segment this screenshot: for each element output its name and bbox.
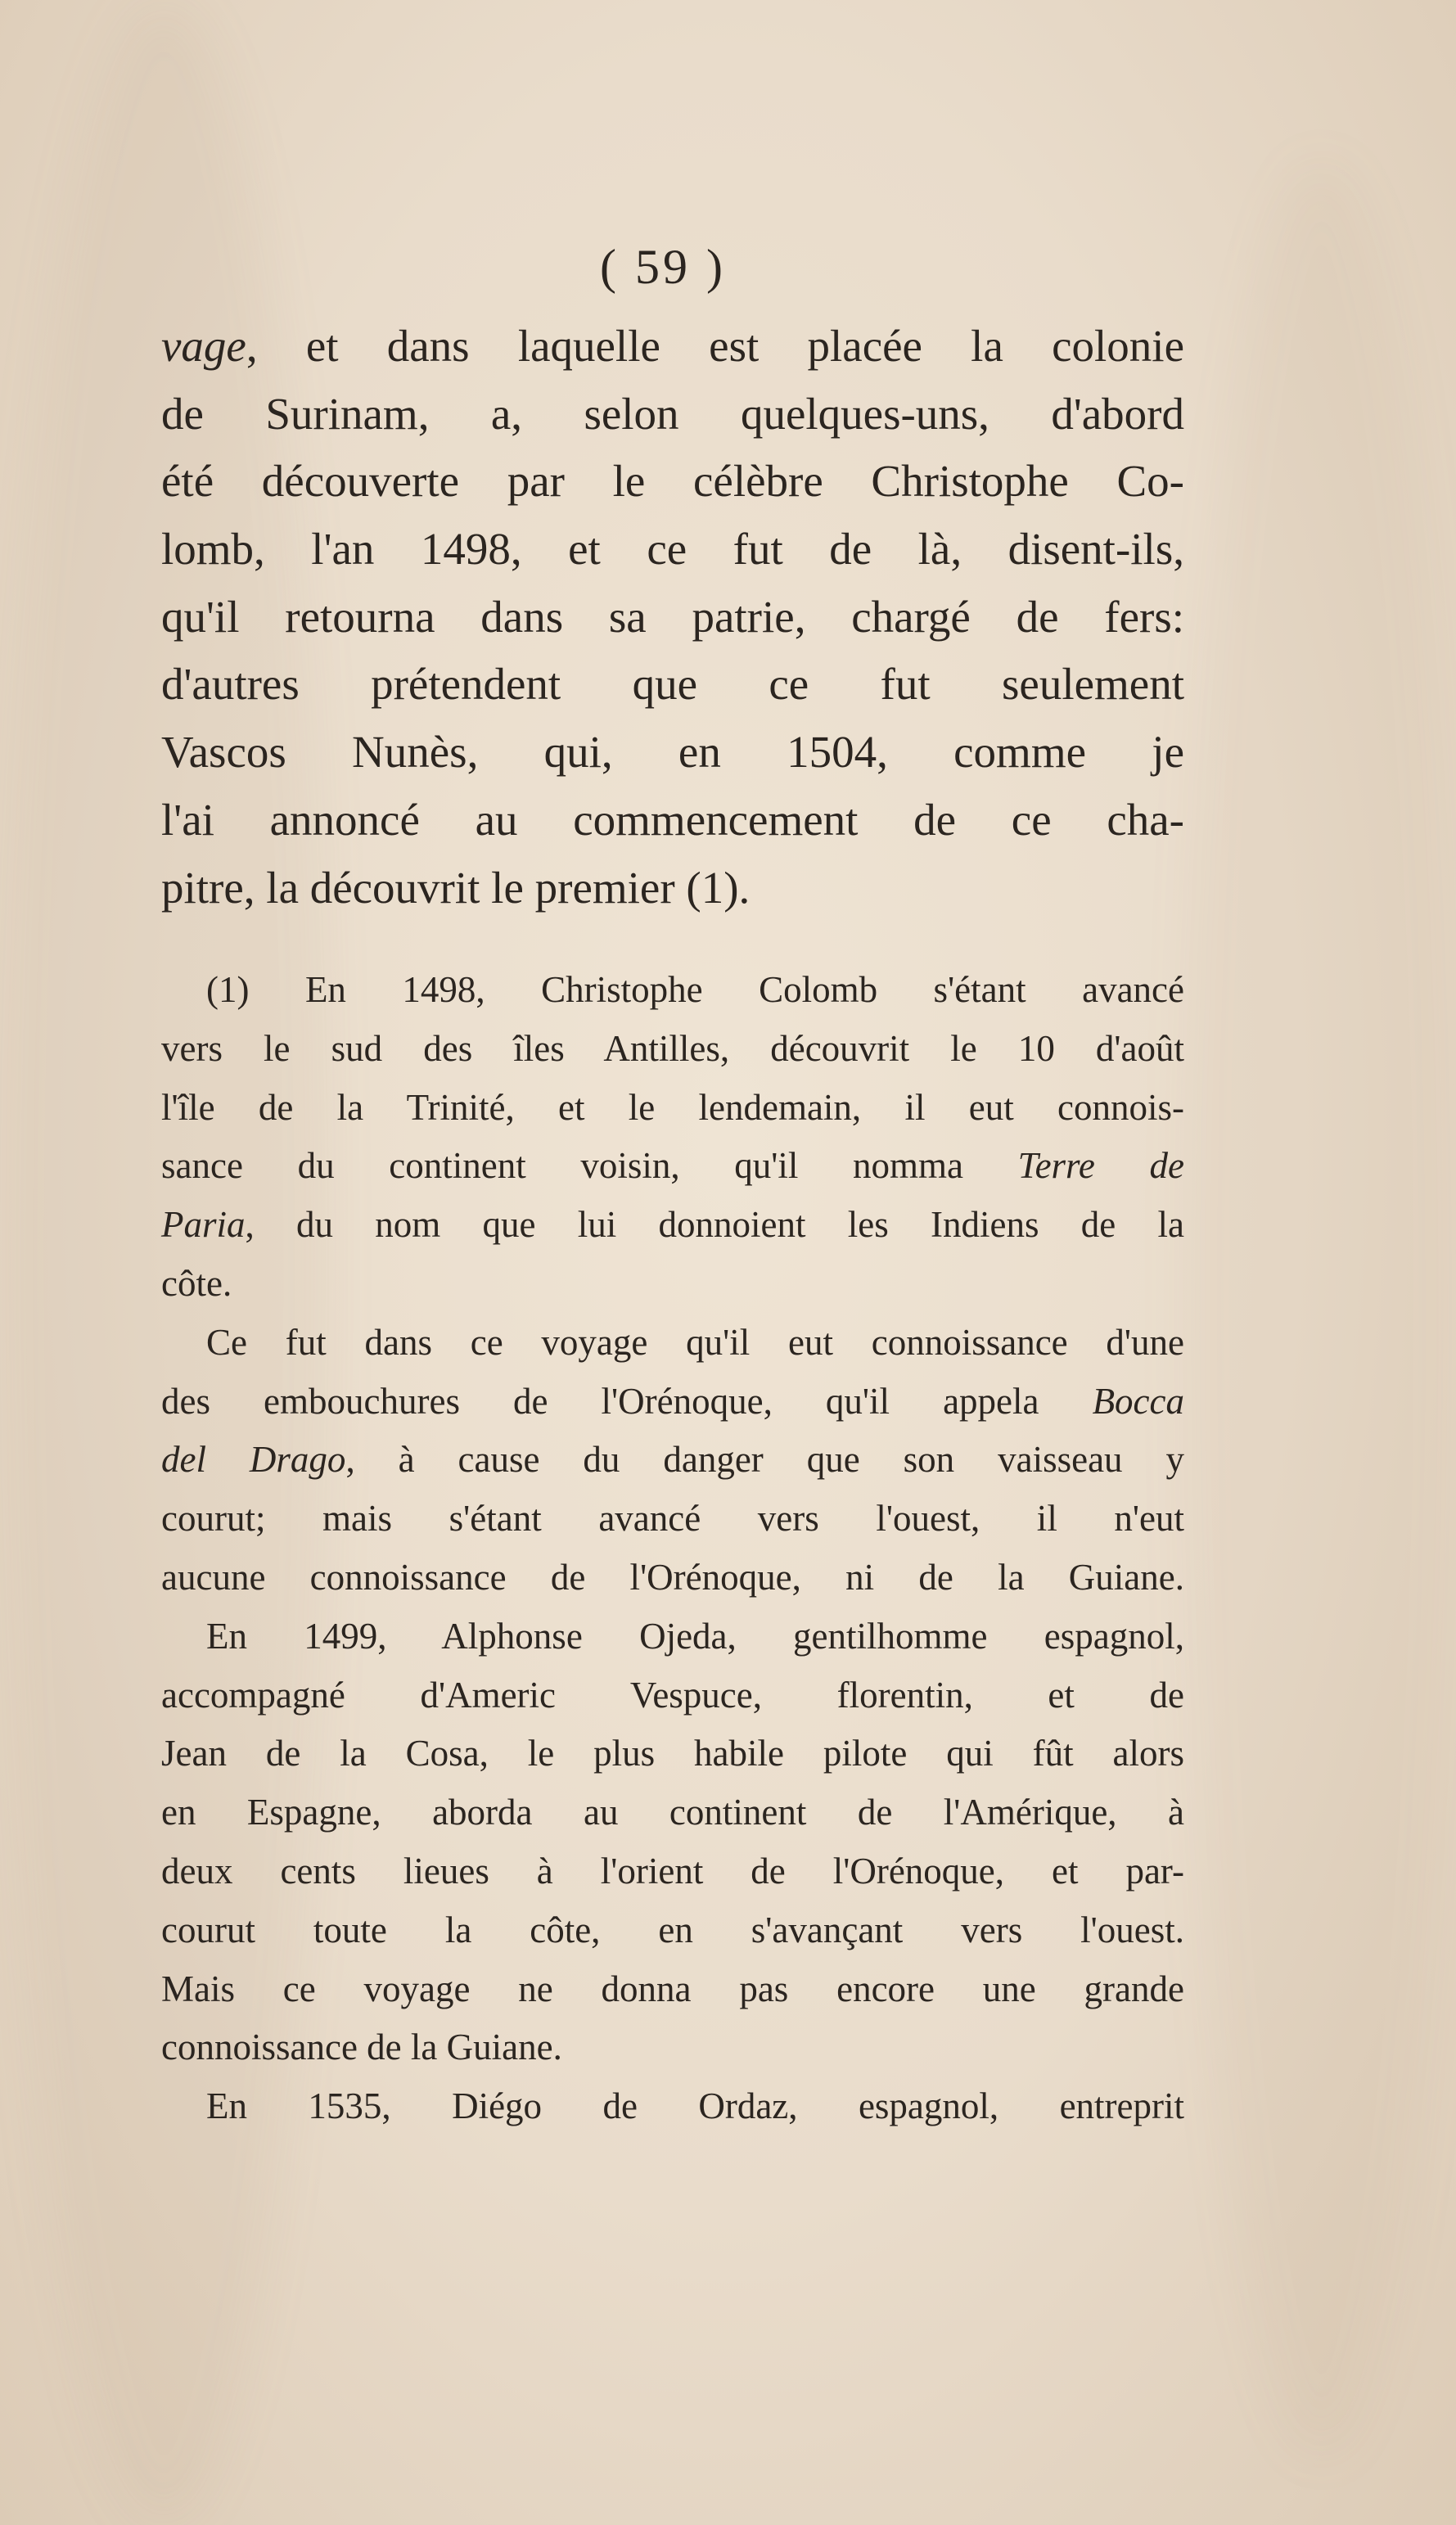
text-line: l'ai annoncé au commencement de ce cha- bbox=[161, 794, 1184, 845]
text-line: en Espagne, aborda au continent de l'Amérique, à bbox=[161, 1792, 1184, 1833]
text-line: vage, et dans laquelle est placée la colonie bbox=[161, 321, 1184, 371]
text-line: qu'il retourna dans sa patrie, chargé de fers: bbox=[161, 591, 1184, 642]
text-line: Mais ce voyage ne donna pas encore une grande bbox=[161, 1968, 1184, 2009]
text-line: (1) En 1498, Christophe Colomb s'étant avancé bbox=[206, 969, 1184, 1010]
text-line: l'île de la Trinité, et le lendemain, il eut connois- bbox=[161, 1086, 1184, 1128]
text-line: Jean de la Cosa, le plus habile pilote qui fût alors bbox=[161, 1733, 1184, 1774]
text-line: Ce fut dans ce voyage qu'il eut connoissance d'une bbox=[206, 1321, 1184, 1363]
text-line: pitre, la découvrit le premier (1). bbox=[161, 862, 751, 913]
text-line: côte. bbox=[161, 1262, 232, 1304]
text-line: des embouchures de l'Orénoque, qu'il appela Bocca bbox=[161, 1380, 1184, 1422]
text-line: lomb, l'an 1498, et ce fut de là, disent-ils, bbox=[161, 524, 1184, 575]
text-line: deux cents lieues à l'orient de l'Orénoque, et par- bbox=[161, 1850, 1184, 1891]
footnotes bbox=[161, 961, 1184, 2136]
text-line: Paria, du nom que lui donnoient les Indiens de la bbox=[161, 1204, 1184, 1246]
page-stain bbox=[1187, 164, 1456, 2455]
text-line: En 1535, Diégo de Ordaz, espagnol, entreprit bbox=[206, 2085, 1184, 2127]
page-number: ( 59 ) bbox=[600, 240, 726, 294]
text-line: En 1499, Alphonse Ojeda, gentilhomme espagnol, bbox=[206, 1615, 1184, 1657]
text-line: Vascos Nunès, qui, en 1504, comme je bbox=[161, 727, 1184, 778]
text-line: del Drago, à cause du danger que son vaisseau y bbox=[161, 1439, 1184, 1481]
text-line: courut toute la côte, en s'avançant vers l'ouest. bbox=[161, 1909, 1184, 1950]
main-text bbox=[161, 313, 1184, 922]
text-line: sance du continent voisin, qu'il nomma Terre de bbox=[161, 1145, 1184, 1187]
text-line: connoissance de la Guiane. bbox=[161, 2027, 562, 2068]
text-line: vers le sud des îles Antilles, découvrit le 10 d'août bbox=[161, 1027, 1184, 1069]
text-line: accompagné d'Americ Vespuce, florentin, et de bbox=[161, 1674, 1184, 1716]
text-line: de Surinam, a, selon quelques-uns, d'abord bbox=[161, 388, 1184, 439]
text-line: courut; mais s'étant avancé vers l'ouest, il n'eut bbox=[161, 1498, 1184, 1540]
text-line: été découverte par le célèbre Christophe Co- bbox=[161, 456, 1184, 507]
text-line: aucune connoissance de l'Orénoque, ni de la Guiane. bbox=[161, 1556, 1184, 1598]
text-line: d'autres prétendent que ce fut seulement bbox=[161, 659, 1184, 710]
